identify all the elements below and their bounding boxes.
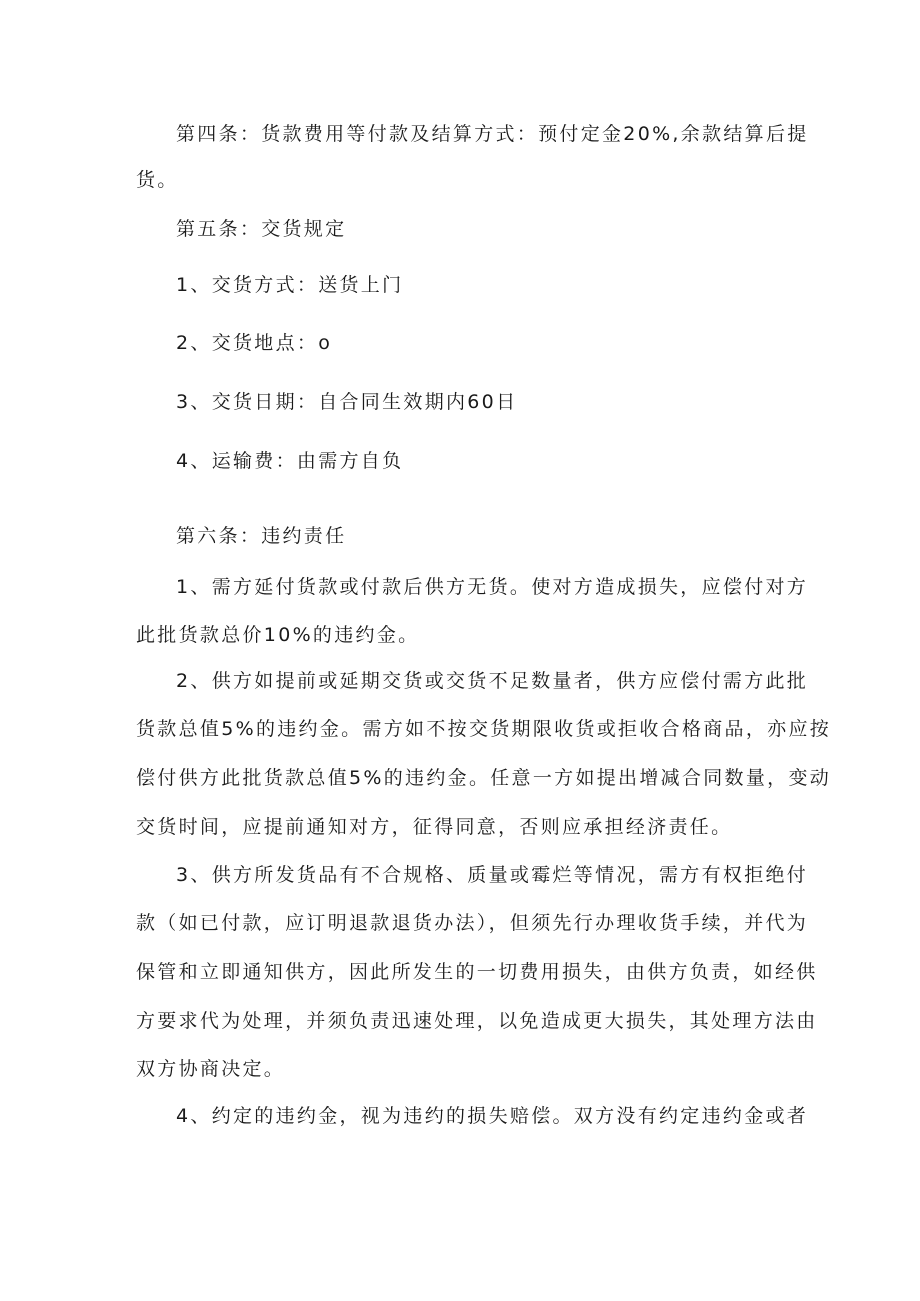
article4-line1: 第四条：货款费用等付款及结算方式：预付定金20%,余款结算后提 [176, 123, 809, 145]
article6-clause3-line5: 双方协商决定。 [136, 1058, 286, 1080]
article6-heading: 第六条：违约责任 [176, 525, 347, 547]
article5-item-1: 1、交货方式：送货上门 [176, 274, 404, 296]
article6-clause2-line3: 偿付供方此批货款总值5%的违约金。任意一方如提出增减合同数量，变动 [136, 767, 832, 789]
article6-clause1-line1: 1、需方延付货款或付款后供方无货。使对方造成损失，应偿付对方 [176, 576, 809, 598]
article5-heading: 第五条：交货规定 [176, 218, 347, 240]
article6-clause4-line1: 4、约定的违约金，视为违约的损失赔偿。双方没有约定违约金或者 [176, 1105, 809, 1127]
article6-clause3-line3: 保管和立即通知供方，因此所发生的一切费用损失，由供方负责，如经供 [136, 961, 818, 983]
article6-clause2-line4: 交货时间，应提前通知对方，征得同意，否则应承担经济责任。 [136, 816, 733, 838]
article6-clause2-line2: 货款总值5%的违约金。需方如不按交货期限收货或拒收合格商品，亦应按 [136, 718, 832, 740]
article5-item-3: 3、交货日期：自合同生效期内60日 [176, 391, 518, 413]
article6-clause1-line2: 此批货款总价10%的违约金。 [136, 624, 420, 646]
article5-item-4: 4、运输费：由需方自负 [176, 450, 404, 472]
article6-clause3-line1: 3、供方所发货品有不合规格、质量或霉烂等情况，需方有权拒绝付 [176, 864, 809, 886]
article6-clause3-line2: 款（如已付款，应订明退款退货办法），但须先行办理收货手续，并代为 [136, 912, 809, 934]
article4-line2: 货。 [136, 169, 179, 191]
article5-item-2: 2、交货地点：o [176, 332, 333, 354]
article6-clause3-line4: 方要求代为处理，并须负责迅速处理，以免造成更大损失，其处理方法由 [136, 1010, 818, 1032]
article6-clause2-line1: 2、供方如提前或延期交货或交货不足数量者，供方应偿付需方此批 [176, 670, 809, 692]
